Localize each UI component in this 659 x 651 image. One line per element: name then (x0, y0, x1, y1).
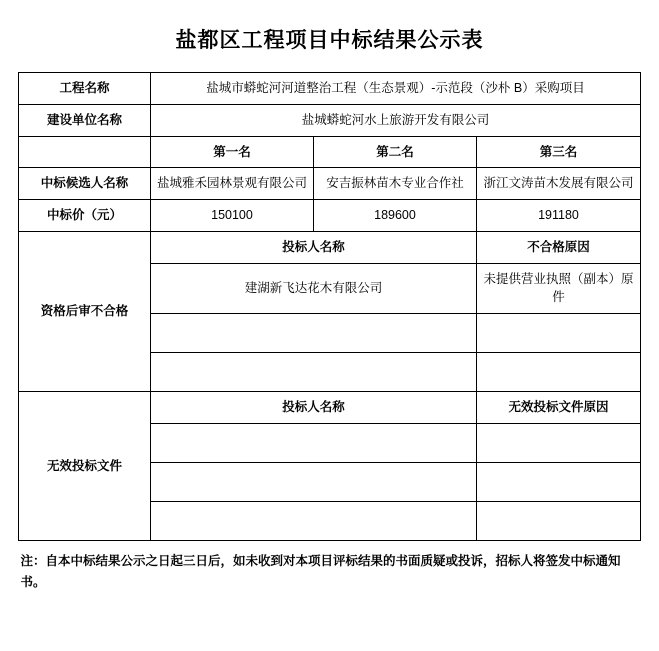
rank-second-header: 第二名 (313, 136, 476, 168)
rank-empty-label (18, 136, 150, 168)
table-row (18, 73, 640, 105)
project-name-value: 盐城市蟒蛇河河道整治工程（生态景观）-示范段（沙朴 B）采购项目 (150, 73, 640, 105)
owner-value: 盐城蟒蛇河水上旅游开发有限公司 (150, 104, 640, 136)
page-title: 盐都区工程项目中标结果公示表 (175, 28, 484, 52)
footer-note (19, 541, 641, 594)
project-name-label: 工程名称 (18, 73, 150, 105)
candidate-third-value: 浙江文涛苗木发展有限公司 (476, 168, 640, 200)
invalid-bidder-name (150, 423, 476, 462)
price-first-value: 150100 (150, 200, 313, 232)
table-row (18, 231, 640, 263)
price-label: 中标价（元） (18, 200, 150, 232)
owner-label: 建设单位名称 (18, 104, 150, 136)
footer-note-text: 注：自本中标结果公示之日起三日后，如未收到对本项目评标结果的书面质疑或投诉，招标人将签发中标通知书。 (20, 553, 621, 589)
post-review-bidder-name (150, 353, 476, 392)
post-review-bidder-name (150, 314, 476, 353)
invalid-reason (476, 462, 640, 501)
invalid-col2-header: 无效投标文件原因 (476, 392, 640, 424)
post-review-reason (476, 353, 640, 392)
price-third-value: 191180 (476, 200, 640, 232)
post-review-reason: 未提供营业执照（副本）原件 (476, 263, 640, 314)
candidate-first-value: 盐城雅禾园林景观有限公司 (150, 168, 313, 200)
invalid-bidder-name (150, 462, 476, 501)
invalid-reason (476, 501, 640, 540)
invalid-col1-header: 投标人名称 (150, 392, 476, 424)
rank-third-header: 第三名 (476, 136, 640, 168)
candidate-label: 中标候选人名称 (18, 168, 150, 200)
table-row (18, 392, 640, 424)
rank-first-header: 第一名 (150, 136, 313, 168)
post-review-col1-header: 投标人名称 (150, 231, 476, 263)
post-review-reason (476, 314, 640, 353)
post-review-label: 资格后审不合格 (18, 231, 150, 391)
table-row (18, 200, 640, 232)
invalid-label: 无效投标文件 (18, 392, 150, 541)
bid-result-table (18, 72, 641, 541)
table-row (18, 136, 640, 168)
post-review-bidder-name: 建湖新飞达花木有限公司 (150, 263, 476, 314)
invalid-reason (476, 423, 640, 462)
price-second-value: 189600 (313, 200, 476, 232)
table-row (18, 104, 640, 136)
candidate-second-value: 安吉振林苗木专业合作社 (313, 168, 476, 200)
table-row (18, 168, 640, 200)
invalid-bidder-name (150, 501, 476, 540)
post-review-col2-header: 不合格原因 (476, 231, 640, 263)
